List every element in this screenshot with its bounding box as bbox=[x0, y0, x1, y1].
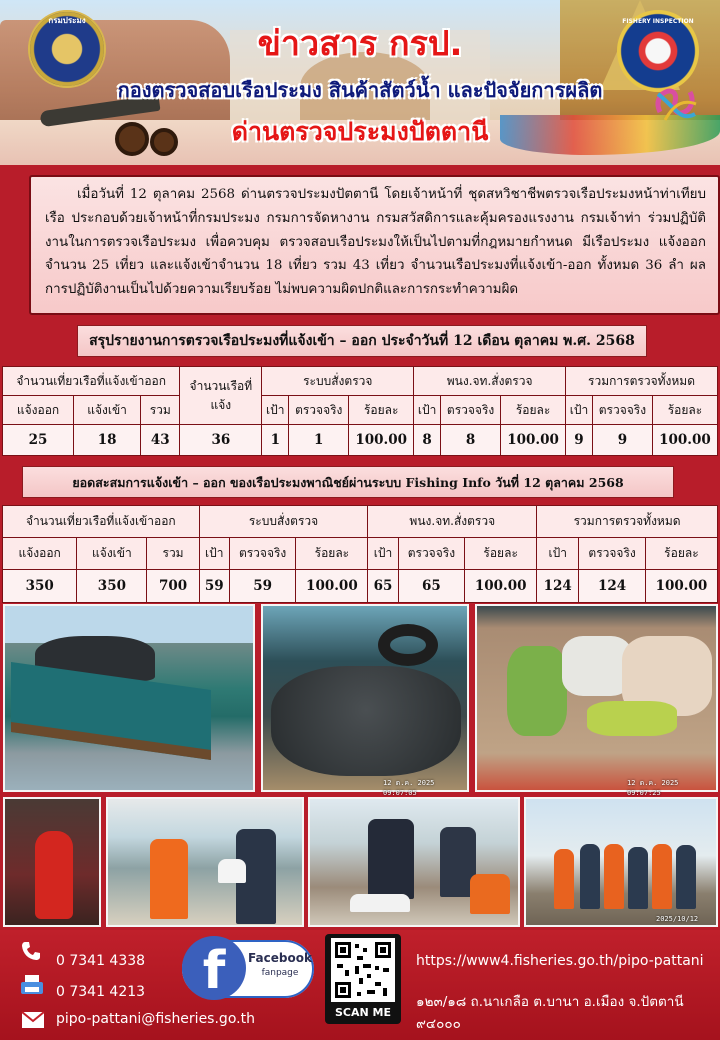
office-title: ด่านตรวจประมงปัตตานี bbox=[231, 117, 489, 146]
header-cell: ร้อยละ bbox=[296, 538, 368, 570]
produce-bag bbox=[507, 646, 567, 736]
header-cell: ตรวจจริง bbox=[579, 538, 646, 570]
boat-hull bbox=[11, 662, 211, 760]
value-cell: 100.00 bbox=[349, 425, 414, 456]
team-photo bbox=[524, 797, 718, 927]
document-sheet bbox=[350, 894, 410, 912]
email-icon bbox=[21, 1011, 45, 1029]
fire-extinguisher-photo bbox=[3, 797, 101, 927]
value-cell: 43 bbox=[141, 425, 180, 456]
value-cell: 36 bbox=[180, 425, 262, 456]
value-cell: 100.00 bbox=[652, 425, 717, 456]
value-cell: 9 bbox=[566, 425, 593, 456]
header-cell: รวม bbox=[147, 538, 199, 570]
header-cell: ร้อยละ bbox=[645, 538, 717, 570]
header-cell: จำนวนเที่ยวเรือที่แจ้งเข้าออก bbox=[3, 367, 180, 396]
value-cell: 100.00 bbox=[296, 570, 368, 603]
fax-number: 0 7341 4213 bbox=[56, 984, 146, 1000]
header-cell: ตรวจจริง bbox=[289, 396, 349, 425]
qr-label: SCAN ME bbox=[334, 1006, 391, 1019]
header-cell: ระบบสั่งตรวจ bbox=[262, 367, 414, 396]
daily-report-title: สรุปรายงานการตรวจเรือประมงที่แจ้งเข้า – ออก ประจำวันที่ 12 เดือน ตุลาคม พ.ศ. 2568 bbox=[77, 325, 647, 357]
value-cell: 700 bbox=[147, 570, 199, 603]
officer-figure bbox=[580, 844, 600, 909]
phone-icon bbox=[20, 940, 42, 962]
header-cell: พนง.จท.สั่งตรวจ bbox=[368, 506, 537, 538]
value-cell: 1 bbox=[262, 425, 289, 456]
header-cell: รวมการตรวจทั้งหมด bbox=[566, 367, 718, 396]
facebook-sublabel[interactable]: fanpage bbox=[261, 968, 299, 978]
value-cell: 350 bbox=[3, 570, 77, 603]
header-cell: ตรวจจริง bbox=[441, 396, 501, 425]
net-pile bbox=[271, 666, 461, 776]
tire-fender bbox=[378, 624, 438, 666]
header-cell: แจ้งเข้า bbox=[74, 396, 141, 425]
value-cell: 100.00 bbox=[645, 570, 717, 603]
header-cell: ร้อยละ bbox=[349, 396, 414, 425]
value-cell: 124 bbox=[579, 570, 646, 603]
facebook-label[interactable]: Facebook bbox=[248, 951, 312, 965]
daily-report-table bbox=[2, 366, 718, 456]
value-cell: 59 bbox=[229, 570, 296, 603]
fire-extinguisher bbox=[35, 831, 73, 919]
header-cell: ตรวจจริง bbox=[398, 538, 465, 570]
phone-number: 0 7341 4338 bbox=[56, 953, 146, 969]
office-address: ๑๒๓/๑๘ ถ.นาเกลือ ต.บานา อ.เมือง จ.ปัตตานี ๙๔๐๐๐ bbox=[416, 994, 684, 1032]
header-cell: รวมการตรวจทั้งหมด bbox=[537, 506, 718, 538]
division-title: กองตรวจสอบเรือประมง สินค้าสัตว์น้ำ และปัจจัยการผลิต bbox=[117, 78, 603, 102]
logo-text: กรมประมง bbox=[48, 16, 86, 25]
header-cell: แจ้งออก bbox=[3, 538, 77, 570]
facebook-icon[interactable]: f bbox=[182, 936, 246, 1000]
fishing-net-photo bbox=[261, 604, 469, 797]
header-cell: รวม bbox=[141, 396, 180, 425]
header-cell: เป้า bbox=[262, 396, 289, 425]
value-cell: 65 bbox=[368, 570, 398, 603]
life-vest bbox=[470, 874, 510, 914]
document-check-photo bbox=[308, 797, 520, 927]
value-cell: 100.00 bbox=[501, 425, 566, 456]
photo-timestamp: 12 ต.ค. 2025 09:07:05 bbox=[383, 779, 435, 797]
officers-inspection-photo bbox=[106, 797, 304, 927]
header-banner bbox=[0, 0, 720, 165]
officer-figure bbox=[150, 839, 188, 919]
officer-figure bbox=[676, 845, 696, 909]
value-cell: 124 bbox=[537, 570, 579, 603]
value-cell: 1 bbox=[289, 425, 349, 456]
header-cell: พนง.จท.สั่งตรวจ bbox=[414, 367, 566, 396]
value-cell: 8 bbox=[441, 425, 501, 456]
catch-inspection-photo bbox=[475, 604, 718, 797]
header-cell: เป้า bbox=[566, 396, 593, 425]
qr-code-icon bbox=[331, 938, 395, 1002]
summary-panel bbox=[29, 175, 720, 315]
value-cell: 8 bbox=[414, 425, 441, 456]
officer-figure bbox=[604, 844, 624, 909]
header-cell: ร้อยละ bbox=[465, 538, 537, 570]
document-sheet bbox=[218, 859, 246, 883]
officer-figure bbox=[368, 819, 414, 899]
value-cell: 100.00 bbox=[465, 570, 537, 603]
officer-figure bbox=[652, 844, 672, 909]
header-cell: เป้า bbox=[537, 538, 579, 570]
header-cell: ตรวจจริง bbox=[229, 538, 296, 570]
header-cell: ระบบสั่งตรวจ bbox=[199, 506, 368, 538]
value-cell: 350 bbox=[77, 570, 147, 603]
officer-figure bbox=[628, 847, 648, 909]
produce-bag bbox=[587, 701, 677, 736]
logo-text: FISHERY INSPECTION bbox=[622, 18, 694, 25]
header-cell: แจ้งเข้า bbox=[77, 538, 147, 570]
fishing-boat-photo bbox=[3, 604, 255, 792]
header-cell: จำนวนเที่ยวเรือที่แจ้งเข้าออก bbox=[3, 506, 200, 538]
value-cell: 65 bbox=[398, 570, 465, 603]
header-cell: ตรวจจริง bbox=[592, 396, 652, 425]
header-cell: เป้า bbox=[414, 396, 441, 425]
cumulative-report-table bbox=[2, 505, 718, 603]
photo-timestamp: 12 ต.ค. 2025 09:07:25 bbox=[627, 779, 679, 797]
website-link[interactable]: https://www4.fisheries.go.th/pipo-pattani bbox=[416, 953, 704, 969]
value-cell: 59 bbox=[199, 570, 229, 603]
header-cell: แจ้งออก bbox=[3, 396, 74, 425]
summary-text: เมื่อวันที่ 12 ตุลาคม 2568 ด่านตรวจประมงปัตตานี โดยเจ้าหน้าที่ ชุดสหวิชาชีพตรวจเรือประมงหน้าท่าเทียบเรือ ประกอบด้วยเจ้าหน้าที่กรมประมง กรมการจัดหางาน กรมสวัสดิการและคุ้มครองแรงงาน กรมเจ้าท่า ร่วมปฏิบัติงานในการตรวจเรือประมง เพื่อควบคุม ตรวจสอบเรือประมงให้เป็นไปตามที่กฎหมายกำหนด มีเรือประมง แจ้งออก จำนวน 25 เที่ยว และแจ้งเข้าจำนวน 18 เที่ยว รวม 43 เที่ยว จำนวนเรือประมงที่แจ้งเข้า-ออก ทั้งหมด 36 ลำ ผลการปฏิบัติงานเป็นไปด้วยความเรียบร้อย ไม่พบความผิดปกติและการกระทำความผิด bbox=[45, 187, 706, 298]
email-address[interactable]: pipo-pattani@fisheries.go.th bbox=[56, 1011, 255, 1027]
page-title: ข่าวสาร กรป. bbox=[257, 24, 463, 64]
header-cell: ร้อยละ bbox=[501, 396, 566, 425]
officer-figure bbox=[554, 849, 574, 909]
header-cell: ร้อยละ bbox=[652, 396, 717, 425]
value-cell: 18 bbox=[74, 425, 141, 456]
cumulative-report-title: ยอดสะสมการแจ้งเข้า – ออก ของเรือประมงพาณิชย์ผ่านระบบ Fishing Info วันที่ 12 ตุลาคม 2568 bbox=[22, 466, 674, 498]
photo-timestamp: 2025/10/12 bbox=[656, 915, 699, 923]
header-cell: เป้า bbox=[368, 538, 398, 570]
value-cell: 25 bbox=[3, 425, 74, 456]
header-cell: จำนวนเรือที่แจ้ง bbox=[180, 367, 262, 425]
value-cell: 9 bbox=[592, 425, 652, 456]
fax-icon bbox=[20, 974, 44, 996]
header-cell: เป้า bbox=[199, 538, 229, 570]
qr-pattern bbox=[331, 938, 395, 1002]
